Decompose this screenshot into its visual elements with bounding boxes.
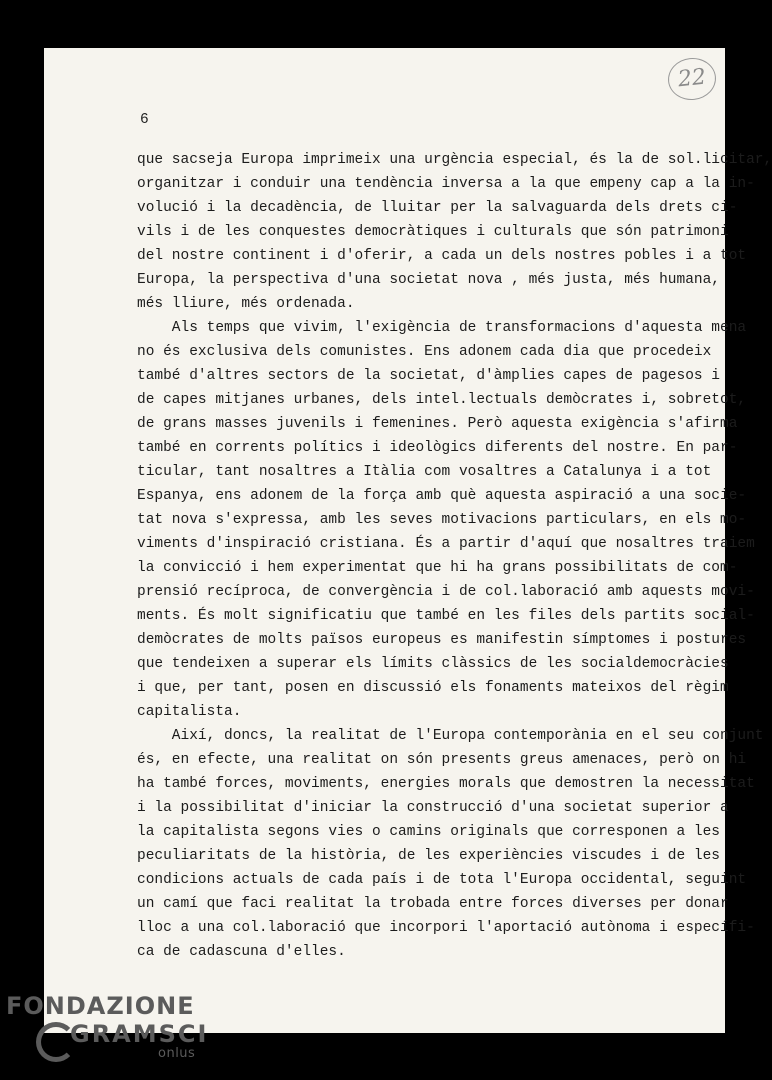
text-line: que sacseja Europa imprimeix una urgència especial, és la de sol.licitar, bbox=[137, 152, 772, 168]
text-line: viments d'inspiració cristiana. És a partir d'aquí que nosaltres traiem bbox=[137, 536, 755, 552]
text-line: més lliure, més ordenada. bbox=[137, 296, 355, 312]
text-line: peculiaritats de la història, de les experiències viscudes i de les bbox=[137, 848, 720, 864]
text-line: de capes mitjanes urbanes, dels intel.lectuals demòcrates i, sobretot, bbox=[137, 392, 747, 408]
text-line: la capitalista segons vies o camins originals que corresponen a les bbox=[137, 824, 720, 840]
text-line: i la possibilitat d'iniciar la construcció d'una societat superior a bbox=[137, 800, 729, 816]
text-line: també en corrents polítics i ideològics diferents del nostre. En par- bbox=[137, 440, 738, 456]
text-line: ha també forces, moviments, energies morals que demostren la necessitat bbox=[137, 776, 755, 792]
watermark-line-1: FONDAZIONE bbox=[6, 992, 195, 1020]
watermark-line-2: GRAMSCI bbox=[70, 1020, 209, 1048]
text-line: és, en efecte, una realitat on són presents greus amenaces, però on hi bbox=[137, 752, 747, 768]
text-line: lloc a una col.laboració que incorpori l'aportació autònoma i específi- bbox=[137, 920, 755, 936]
text-line: Als temps que vivim, l'exigència de transformacions d'aquesta mena bbox=[137, 320, 747, 336]
text-line: demòcrates de molts països europeus es manifestin símptomes i postures bbox=[137, 632, 747, 648]
text-line: prensió recíproca, de convergència i de col.laboració amb aquests movi- bbox=[137, 584, 755, 600]
text-line: Així, doncs, la realitat de l'Europa contemporània en el seu conjunt bbox=[137, 728, 764, 744]
text-line: organitzar i conduir una tendència inversa a la que empeny cap a la in- bbox=[137, 176, 755, 192]
text-line: la convicció i hem experimentat que hi ha grans possibilitats de com- bbox=[137, 560, 738, 576]
page-number: 6 bbox=[140, 112, 149, 128]
text-line: vils i de les conquestes democràtiques i culturals que són patrimoni bbox=[137, 224, 729, 240]
text-line: condicions actuals de cada país i de tota l'Europa occidental, seguint bbox=[137, 872, 747, 888]
body-text bbox=[137, 148, 772, 964]
text-line: Espanya, ens adonem de la força amb què aquesta aspiració a una socie- bbox=[137, 488, 747, 504]
text-line: del nostre continent i d'oferir, a cada un dels nostres pobles i a tot bbox=[137, 248, 747, 264]
text-line: Europa, la perspectiva d'una societat nova , més justa, més humana, bbox=[137, 272, 720, 288]
watermark bbox=[6, 992, 209, 1061]
text-line: volució i la decadència, de lluitar per la salvaguarda dels drets ci- bbox=[137, 200, 738, 216]
text-line: un camí que faci realitat la trobada entre forces diverses per donar bbox=[137, 896, 729, 912]
handwritten-annotation: 22 bbox=[666, 56, 718, 103]
text-line: ticular, tant nosaltres a Itàlia com vosaltres a Catalunya i a tot bbox=[137, 464, 712, 480]
text-line: no és exclusiva dels comunistes. Ens adonem cada dia que procedeix bbox=[137, 344, 712, 360]
text-line: que tendeixen a superar els límits clàssics de les socialdemocràcies bbox=[137, 656, 729, 672]
watermark-line-3: onlus bbox=[158, 1046, 196, 1061]
text-line: capitalista. bbox=[137, 704, 242, 720]
text-line: tat nova s'expressa, amb les seves motivacions particulars, en els mo- bbox=[137, 512, 747, 528]
text-line: ca de cadascuna d'elles. bbox=[137, 944, 346, 960]
text-line: i que, per tant, posen en discussió els fonaments mateixos del règim bbox=[137, 680, 729, 696]
text-line: de grans masses juvenils i femenines. Però aquesta exigència s'afirma bbox=[137, 416, 738, 432]
logo-icon bbox=[36, 1022, 76, 1062]
text-line: ments. És molt significatiu que també en les files dels partits social- bbox=[137, 608, 755, 624]
text-line: també d'altres sectors de la societat, d'àmplies capes de pagesos i bbox=[137, 368, 720, 384]
